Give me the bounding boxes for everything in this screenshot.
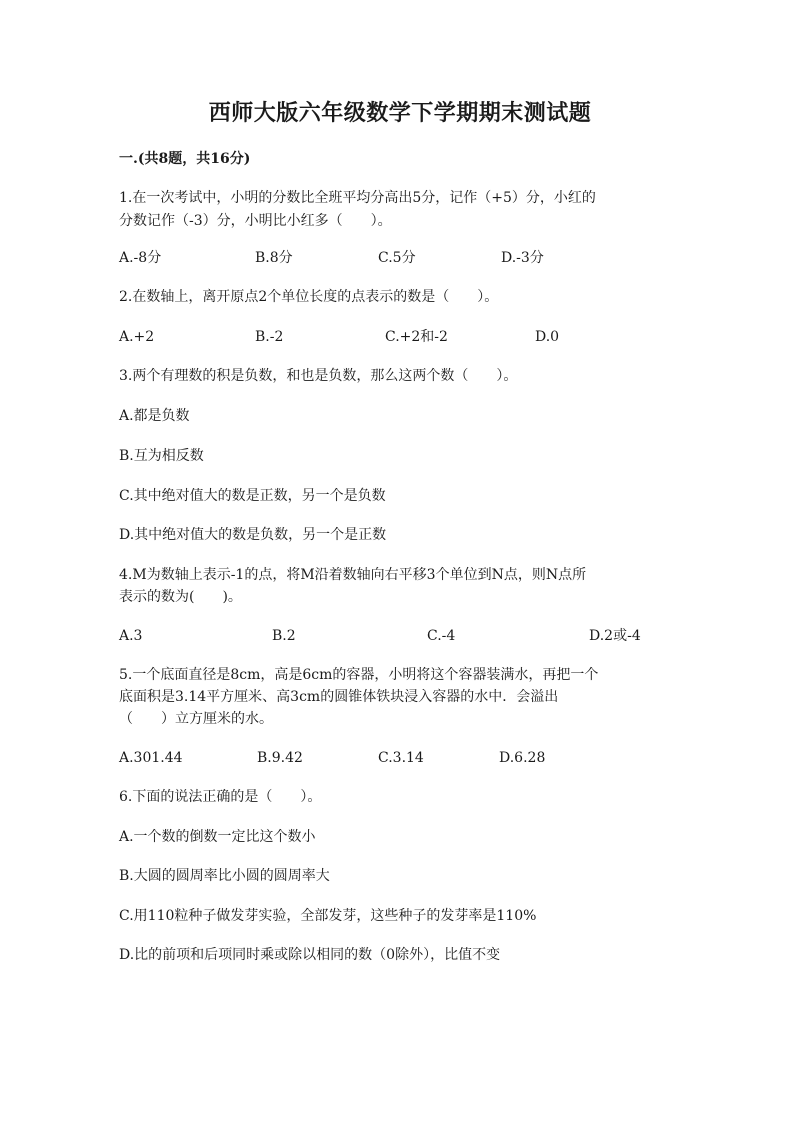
question-1-option-c: C.5分 [378, 250, 416, 266]
question-3-line-1: 3.两个有理数的积是负数，和也是负数，那么这两个数（ ）。 [119, 368, 518, 384]
question-5-option-d: D.6.28 [499, 750, 546, 766]
question-2-line-1: 2.在数轴上，离开原点2个单位长度的点表示的数是（ ）。 [119, 289, 499, 305]
question-6-line-1: 6.下面的说法正确的是（ ）。 [119, 789, 322, 805]
question-1-option-a: A.-8分 [119, 250, 162, 266]
question-2-option-a: A.+2 [119, 329, 155, 345]
question-2-option-d: D.0 [535, 329, 560, 345]
question-3-option-c: C.其中绝对值大的数是正数，另一个是负数 [119, 488, 386, 504]
question-2-option-c: C.+2和-2 [385, 329, 448, 345]
question-4-line-1: 4.M为数轴上表示-1的点，将M沿着数轴向右平移3个单位到N点，则N点所 [119, 567, 587, 583]
question-4-option-c: C.-4 [427, 628, 456, 644]
question-6-option-a: A.一个数的倒数一定比这个数小 [119, 829, 316, 845]
question-3-option-a: A.都是负数 [119, 408, 190, 424]
question-1-line-1: 1.在一次考试中，小明的分数比全班平均分高出5分，记作（+5）分，小红的 [119, 190, 596, 206]
question-1-option-d: D.-3分 [501, 250, 544, 266]
question-5-line-3: （ ）立方厘米的水。 [119, 711, 273, 727]
question-3-option-b: B.互为相反数 [119, 448, 204, 464]
section-heading: 一.(共8题，共16分) [119, 151, 251, 167]
question-4-line-2: 表示的数为( )。 [119, 589, 242, 605]
question-4-option-b: B.2 [272, 628, 296, 644]
question-4-option-d: D.2或-4 [589, 628, 641, 644]
question-5-option-b: B.9.42 [257, 750, 303, 766]
question-5-option-a: A.301.44 [119, 750, 183, 766]
question-6-option-d: D.比的前项和后项同时乘或除以相同的数（0除外），比值不变 [119, 947, 501, 963]
question-1-line-2: 分数记作（-3）分，小明比小红多（ ）。 [119, 213, 392, 229]
question-3-option-d: D.其中绝对值大的数是负数，另一个是正数 [119, 527, 387, 543]
question-2-option-b: B.-2 [255, 329, 284, 345]
question-5-line-1: 5.一个底面直径是8cm，高是6cm的容器，小明将这个容器装满水，再把一个 [119, 667, 599, 683]
question-4-option-a: A.3 [119, 628, 143, 644]
question-5-option-c: C.3.14 [378, 750, 424, 766]
question-6-option-c: C.用110粒种子做发芽实验，全部发芽，这些种子的发芽率是110% [119, 908, 537, 924]
question-6-option-b: B.大圆的圆周率比小圆的圆周率大 [119, 868, 330, 884]
question-5-line-2: 底面积是3.14平方厘米、高3cm的圆锥体铁块浸入容器的水中．会溢出 [119, 689, 559, 705]
page-title: 西师大版六年级数学下学期期末测试题 [208, 100, 592, 126]
question-1-option-b: B.8分 [255, 250, 293, 266]
